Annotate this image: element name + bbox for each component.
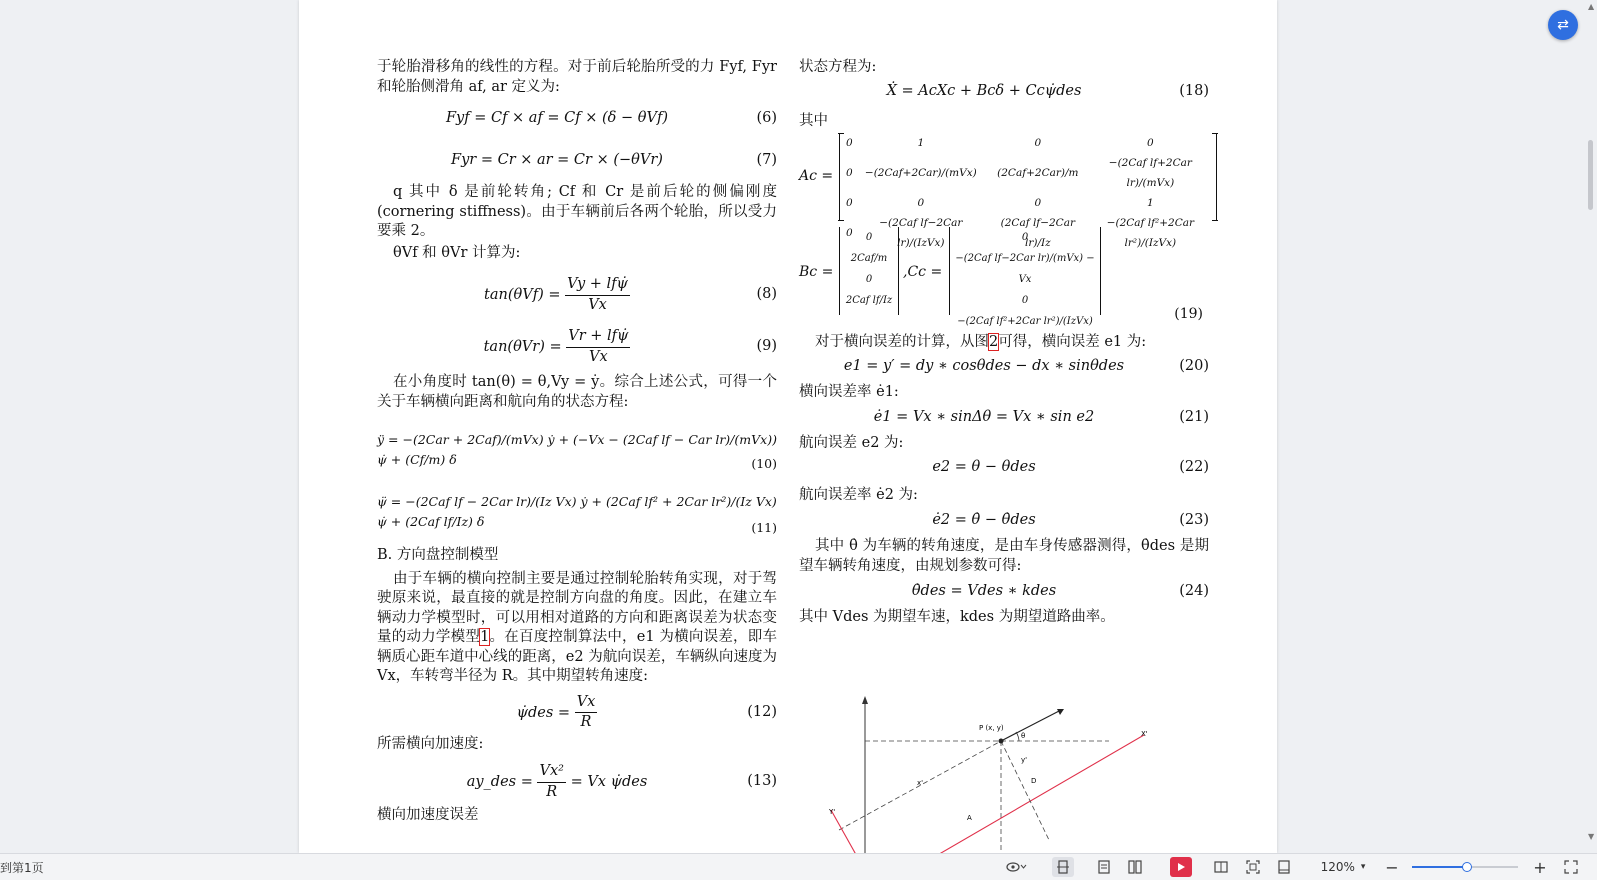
right-column [799,58,1209,630]
zoom-level-dropdown[interactable]: 120% ▾ [1320,860,1366,874]
vector-cell: 2Caf/m [850,253,888,264]
play-icon[interactable] [1170,857,1192,877]
equation-9: tan(θVr) = $\frac{\text{Vr + lfψ̇}}{Vx}$ (9) [483,328,777,365]
zoom-out-icon[interactable]: − [1385,857,1399,877]
eye-icon[interactable] [1002,857,1032,877]
heading-vector [1001,710,1061,741]
y-axis-arrow [862,696,868,704]
equation-18: Ẋ = AcXc + Bcδ + Ccψ̇des (18) [886,82,1209,99]
zoom-slider[interactable] [1412,857,1518,877]
paragraph: 横向加速度误差 [377,807,479,823]
svg-text:A: A [967,814,972,822]
matrix-cc [949,227,1101,327]
vector-cell: 0 [1021,232,1029,243]
reading-mode-icon[interactable] [1210,857,1232,877]
vector-cell: 0 [1021,295,1029,306]
paragraph: 航向误差率 ė2 为: [799,486,918,503]
road-line-x [929,735,1144,853]
page-indicator[interactable]: 到第1页 [0,860,44,875]
vector-cell: 0 [865,232,873,243]
matrix-cell: 0 [846,226,853,239]
paragraph: 状态方程为: [799,59,877,75]
matrix-cell: 0 [846,136,853,149]
left-column [377,58,777,828]
matrix-cell: 1 [917,136,925,149]
svg-text:y': y' [1021,756,1028,764]
equation-24: θ̇des = Vdes ∗ kdes (24) [911,583,1209,599]
paragraph: θVf 和 θVr 计算为: [393,244,521,261]
figure-2-diagram [799,690,1209,853]
zoom-in-icon[interactable]: + [1533,857,1547,877]
paragraph: 于轮胎滑移角的线性的方程。对于前后轮胎所受的力 Fyf, Fyr 和轮胎侧滑角 af, ar 定义为: [377,59,777,95]
paragraph: 在小角度时 tan(θ) = θ,Vy = ẏ。综合上述公式，可得一个关于车辆横向距离和航向角的状态方程: [377,374,777,410]
svg-text:θ: θ [1021,732,1026,740]
section-heading: B. 方向盘控制模型 [377,547,499,563]
matrix-cell: 0 [917,196,925,209]
matrix-row [844,154,1212,193]
svg-text:X': X' [1141,730,1148,738]
matrix-cell: −(2Caf lf−2Car lr)/(IzVx) [879,217,963,249]
matrix-row [844,133,1212,154]
document-page [299,0,1277,853]
paragraph: 对于横向误差的计算，从图2可得，横向误差 e1 为: [815,334,1147,350]
vector-cell: 2Caf lf/Iz [845,295,893,306]
zoom-slider-fill [1412,866,1466,868]
zoom-slider-handle[interactable] [1462,862,1472,872]
matrix-bc-cc: Bc = 0 2Caf/m 0 2Caf lf/Iz ,Cc = 0 −(2Caf lf−2Car lr)/(mVx) − Vx 0 −(2Caf lf²+2Car lr²)/(IzVx) (19) [799,227,1209,319]
point-p [999,739,1004,744]
vector-cell: 0 [865,274,873,285]
citation-link[interactable]: 1 [480,629,490,645]
matrix-cell: −(2Caf lf+2Car lr)/(mVx) [1108,157,1192,189]
matrix-bracket [839,133,1217,249]
equation-22: e2 = θ − θdes (22) [932,458,1209,475]
matrix-cell: 0 [846,196,853,209]
matrix-cell: −(2Caf lf²+2Car lr²)/(IzVx) [1106,217,1195,249]
svg-text:Y': Y' [829,808,836,816]
matrix-cell: 0 [1034,196,1042,209]
matrix-cell: (2Caf lf−2Car lr)/Iz [1000,217,1075,249]
equation-10: ÿ = −(2Car + 2Caf)/(mVx) ẏ + (−Vx − (2Caf lf − Car lr)/(mVx)) ψ̇ + (Cf/m) δ (10) [377,432,777,471]
continuous-view-icon[interactable] [1093,857,1115,877]
matrix-cell: (2Caf+2Car)/m [997,166,1079,179]
vector-cell: −(2Caf lf²+2Car lr²)/(IzVx) [957,316,1093,327]
equation-11: ψ̈ = −(2Caf lf − 2Car lr)/(Iz Vx) ẏ + (2Caf lf² + 2Car lr²)/(Iz Vx) ψ̇ + (2Caf lf/Iz) δ (11) [377,494,777,535]
paragraph: 由于车辆的横向控制主要是通过控制轮胎转角实现，对于驾驶原来说，最直接的就是控制方向盘的角度。因此，在建立车辆动力学模型时，可以用相对道路的方向和距离误差为状态变量的动力学模型1。在百度控制算法中，e1 为横向误差，即车辆质心距车道中心线的距离，e2 为航向误差，车辆纵向速度为 Vx，车转弯半径为 R。其中期望转角速度: [377,570,777,684]
paragraph: 其中 θ̇ 为车辆的转角速度，是由车身传感器测得，θ̇des 是期望车辆转角速度，由规划参数可得: [799,538,1209,574]
equation-6: Fyf = Cf × af = Cf × (δ − θVf) (6) [445,110,777,126]
equation-13: ay_des = $\frac{\text{Vx²}}{R}$ = Vx ψ̇des (13) [466,763,777,800]
paragraph: 航向误差 e2 为: [799,435,904,451]
matrix-ac: Ac = 0 1 0 0 0 −(2Caf+2Car)/(mVx) (2Caf+2Car)/m −(2Caf lf+2Car lr)/(mVx) 0 0 0 1 0 −(2Caf lf−2Car lr)/(IzVx) (2Caf lf−2Car lr)/Iz −(2Caf lf²+2Car lr²)/(IzVx) [799,133,1209,225]
svg-text:D: D [1031,777,1037,785]
vertical-scrollbar[interactable] [1585,0,1597,853]
fit-page-icon[interactable] [1242,857,1264,877]
svg-text:P (x, y): P (x, y) [979,724,1004,732]
matrix-cell: −(2Caf+2Car)/(mVx) [864,166,977,179]
road-line-y [831,810,859,853]
fit-width-icon[interactable] [1273,857,1295,877]
chevron-down-icon: ▾ [1360,862,1366,872]
paragraph: 所需横向加速度: [377,735,484,752]
equation-8: tan(θVf) = $\frac{\text{Vy + lfψ̇}}{Vx}$ (8) [484,276,777,313]
matrix-cell: 0 [1034,136,1042,149]
status-bar [0,853,1597,880]
figure-link[interactable]: 2 [989,334,999,350]
two-page-view-icon[interactable] [1124,857,1146,877]
paragraph: q 其中 δ 是前轮转角; Cf 和 Cr 是前后轮的侧偏刚度 (cornering stiffness)。由于车辆前后各两个轮胎，所以受力要乘 2。 [377,184,777,239]
scroll-up-icon[interactable]: ▲ [1588,2,1595,11]
svg-text:x': x' [917,779,924,787]
scroll-down-icon[interactable]: ▼ [1588,832,1595,841]
equation-20: e1 = y′ = dy ∗ cosθdes − dx ∗ sinθdes (20) [843,357,1209,374]
single-page-view-icon[interactable] [1052,857,1074,877]
translate-icon[interactable]: ⇄ [1548,10,1578,40]
equation-23: ė2 = θ̇ − θ̇des (23) [932,512,1209,528]
matrix-bc [839,227,899,315]
equation-7: Fyr = Cr × ar = Cr × (−θVr) (7) [451,152,777,168]
theta-arc [1016,732,1019,741]
vector-cell: −(2Caf lf−2Car lr)/(mVx) − Vx [955,253,1095,285]
scrollbar-thumb[interactable] [1588,140,1593,210]
paragraph: 其中 [799,112,828,129]
paragraph: 其中 Vdes 为期望车速，kdes 为期望道路曲率。 [799,609,1115,625]
equation-12: ψ̇des = $\frac{Vx}{R}$ (12) [516,693,777,730]
matrix-cell: 0 [846,166,853,179]
equation-21: ė1 = Vx ∗ sinΔθ = Vx ∗ sin e2 (21) [873,409,1209,425]
fullscreen-icon[interactable] [1560,857,1582,877]
matrix-cell: 0 [1147,136,1154,149]
matrix-cell: 1 [1147,196,1154,209]
paragraph: 横向误差率 ė1: [799,383,899,400]
matrix-row [844,193,1212,214]
